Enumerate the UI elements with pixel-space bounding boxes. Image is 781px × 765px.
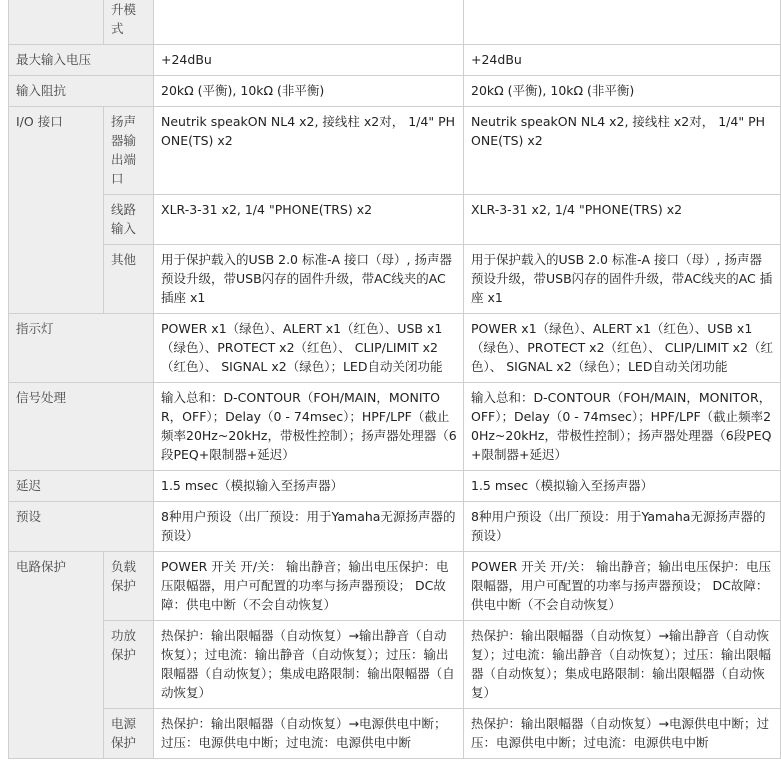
- spec-sublabel: 电源保护: [104, 709, 154, 759]
- spec-value-model-1: +24dBu: [154, 45, 464, 76]
- spec-label: 指示灯: [9, 314, 154, 383]
- spec-value-model-1: 20kΩ (平衡), 10kΩ (非平衡): [154, 76, 464, 107]
- table-row: [9, 471, 781, 502]
- spec-value-model-2: 输入总和：D-CONTOUR（FOH/MAIN，MONITOR，OFF）；Delay（0 - 74msec）；HPF/LPF（截止频率20Hz~20kHz，带极性控制）；扬声器处理器（6段PEQ+限制器+延迟）: [464, 383, 781, 471]
- spec-sublabel: 其他: [104, 245, 154, 314]
- table-row: [9, 314, 781, 383]
- spec-label: I/O 接口: [9, 107, 104, 314]
- spec-sublabel: 负载保护: [104, 552, 154, 621]
- spec-value-model-1: 热保护：输出限幅器（自动恢复）→电源供电中断；过压：电源供电中断；过电流：电源供电中断: [154, 709, 464, 759]
- spec-label: 延迟: [9, 471, 154, 502]
- spec-sublabel: 升模式: [104, 0, 154, 45]
- spec-value-model-1: 8种用户预设（出厂预设：用于Yamaha无源扬声器的预设）: [154, 502, 464, 552]
- spec-sublabel: 扬声器输出端口: [104, 107, 154, 195]
- spec-value-model-2: +24dBu: [464, 45, 781, 76]
- spec-value-model-2: 用于保护载入的USB 2.0 标准-A 接口（母）, 扬声器预设升级，带USB闪存的固件升级，带AC线夹的AC 插座 x1: [464, 245, 781, 314]
- spec-value-model-1: 用于保护载入的USB 2.0 标准-A 接口（母）, 扬声器预设升级，带USB闪存的固件升级，带AC线夹的AC 插座 x1: [154, 245, 464, 314]
- spec-value-model-2: Neutrik speakON NL4 x2, 接线柱 x2对， 1/4" PHONE(TS) x2: [464, 107, 781, 195]
- spec-value-model-1: 热保护：输出限幅器（自动恢复）→输出静音（自动恢复）；过电流：输出静音（自动恢复）；过压：输出限幅器（自动恢复）；集成电路限制：输出限幅器（自动恢复）: [154, 621, 464, 709]
- table-row: [9, 76, 781, 107]
- table-row: [9, 552, 781, 621]
- spec-value-model-2: 热保护：输出限幅器（自动恢复）→输出静音（自动恢复）；过电流：输出静音（自动恢复）；过压：输出限幅器（自动恢复）；集成电路限制：输出限幅器（自动恢复）: [464, 621, 781, 709]
- spec-label: [9, 0, 104, 45]
- spec-label: 信号处理: [9, 383, 154, 471]
- spec-value-model-1: [154, 0, 464, 45]
- spec-label: 预设: [9, 502, 154, 552]
- table-row: [9, 195, 781, 245]
- spec-value-model-2: 20kΩ (平衡), 10kΩ (非平衡): [464, 76, 781, 107]
- spec-value-model-2: 1.5 msec（模拟输入至扬声器）: [464, 471, 781, 502]
- spec-value-model-2: POWER 开关 开/关： 输出静音；输出电压保护：电压限幅器，用户可配置的功率与扬声器预设； DC故障：供电中断（不会自动恢复）: [464, 552, 781, 621]
- spec-sublabel: 功放保护: [104, 621, 154, 709]
- table-row: [9, 621, 781, 709]
- spec-label: 电路保护: [9, 552, 104, 759]
- spec-value-model-2: XLR-3-31 x2, 1/4 "PHONE(TRS) x2: [464, 195, 781, 245]
- spec-sublabel: 线路输入: [104, 195, 154, 245]
- table-row: [9, 0, 781, 45]
- spec-value-model-2: [464, 0, 781, 45]
- table-row: [9, 502, 781, 552]
- spec-value-model-1: POWER x1（绿色）、ALERT x1（红色）、USB x1（绿色）、PROTECT x2（红色）、 CLIP/LIMIT x2（红色）、 SIGNAL x2（绿色）；LED自动关闭功能: [154, 314, 464, 383]
- table-row: [9, 107, 781, 195]
- spec-value-model-1: 输入总和：D-CONTOUR（FOH/MAIN，MONITOR，OFF）；Delay（0 - 74msec）；HPF/LPF（截止频率20Hz~20kHz，带极性控制）；扬声器处理器（6段PEQ+限制器+延迟）: [154, 383, 464, 471]
- table-row: [9, 45, 781, 76]
- spec-value-model-2: POWER x1（绿色）、ALERT x1（红色）、USB x1（绿色）、PROTECT x2（红色）、 CLIP/LIMIT x2（红色）、 SIGNAL x2（绿色）；LED自动关闭功能: [464, 314, 781, 383]
- spec-value-model-2: 热保护：输出限幅器（自动恢复）→电源供电中断；过压：电源供电中断；过电流：电源供电中断: [464, 709, 781, 759]
- spec-value-model-2: 8种用户预设（出厂预设：用于Yamaha无源扬声器的预设）: [464, 502, 781, 552]
- spec-value-model-1: Neutrik speakON NL4 x2, 接线柱 x2对， 1/4" PHONE(TS) x2: [154, 107, 464, 195]
- spec-label: 输入阻抗: [9, 76, 154, 107]
- spec-value-model-1: POWER 开关 开/关： 输出静音；输出电压保护：电压限幅器，用户可配置的功率与扬声器预设； DC故障：供电中断（不会自动恢复）: [154, 552, 464, 621]
- spec-value-model-1: 1.5 msec（模拟输入至扬声器）: [154, 471, 464, 502]
- spec-table: [8, 0, 781, 759]
- table-row: [9, 709, 781, 759]
- table-row: [9, 245, 781, 314]
- spec-label: 最大输入电压: [9, 45, 154, 76]
- spec-value-model-1: XLR-3-31 x2, 1/4 "PHONE(TRS) x2: [154, 195, 464, 245]
- table-row: [9, 383, 781, 471]
